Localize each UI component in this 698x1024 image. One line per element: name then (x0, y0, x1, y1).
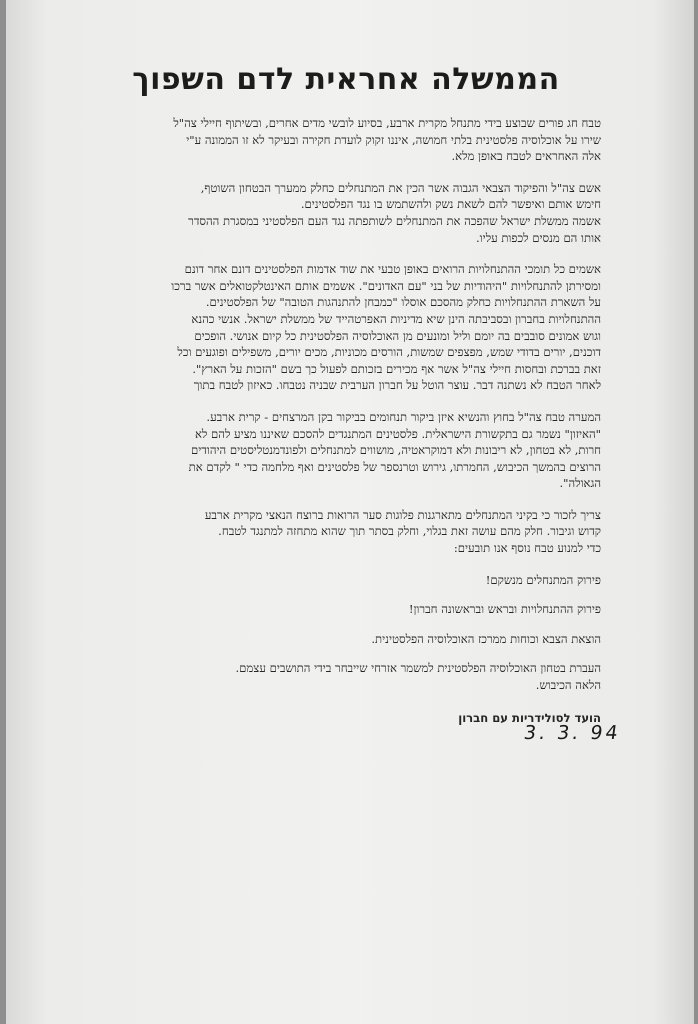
text-line: המערה טבח צה"ל בחוץ והנשיא איזן ביקור תנחומים בביקור בקן המרצחים - קרית ארבע. (206, 409, 601, 424)
demand-disarm-settlers: פירוק המתנחלים מנשקם! (485, 572, 601, 587)
text-line: ומסירתן להתנחלויות "היהודיות של בני "עם האדונים". אשמים אותם האינטלקטואלים אשר ברכו (171, 278, 601, 293)
bleed-through-text (236, 26, 486, 46)
text-line: זאת בברכת ובחסות חיילי צה"ל אשר אף מכירים בזכותם לפעול כך בשם "הזכות על הארץ". (192, 361, 601, 376)
document-body (86, 115, 601, 726)
text-line: חרות, לא בטחון, לא ריבונות ולא דמוקראטיה, מושווים למתנחלים ולפונדמנטליסטים היהודים (191, 443, 601, 458)
text-line: חימש אותם ואיפשר להם לשאת נשק ולהשתמש בו נגד הפלסטינים. (300, 197, 601, 212)
text-line: על השארת ההתנחלויות כחלק מהסכם אוסלו "כמבחן להתנהגות הטובה" של הפלסטינים. (205, 295, 601, 310)
demand-dismantle-settlements: פירוק ההתנחלויות ובראש ובראשונה חברון! (408, 602, 601, 617)
text-line: אשמים כל תומכי ההתנחלויות הרואים באופן טבעי את שוד אדמות הפלסטינים דונם אחר דונם (184, 262, 601, 277)
text-line: דוכנים, יורים בדודי שמש, מפצפים שמשות, הורסים מכוניות, מכים יורים, משפילים ופוגעים וכל (177, 345, 601, 360)
demand-remove-army: הוצאת הצבא וכוחות ממרכז האוכלוסיה הפלסטינית. (371, 631, 601, 646)
text-line: טבח חג פורים שבוצע בידי מתנחל מקרית ארבע, בסיוע לובשי מדים אחרים, ובשיתוף חיילי צה"ל (173, 116, 601, 130)
text-line: אשמה ממשלת ישראל שהפכה את המתנחלים לשותפתה נגד העם הפלסטיני במסגרת ההסדר (188, 213, 601, 228)
text-line: "האיזון" נשמר גם בתקשורת הישראלית. פלסטינים המתנגדים להסכם שאיננו מציע להם לא (194, 426, 601, 441)
signature: הועד לסולידריות עם חברון (458, 710, 601, 725)
document-title: הממשלה אחראית לדם השפוך (132, 62, 560, 97)
paragraph-5 (86, 507, 601, 557)
paragraph-2 (86, 180, 601, 246)
paragraph-4 (86, 409, 601, 492)
text-line: שירו על אוכלוסיה פלסטינית בלתי חמושה, איננו זקוק לועדת חקירה ובעיקר לא זו הממונה ע"י (186, 132, 601, 147)
text-line: קדוש וגיבור. חלק מהם עושה זאת בגלוי, וחלק בסתר תוך שהוא מתחזה למתנגד לטבח. (218, 524, 601, 539)
text-line: וגוש אמונים סובבים בה יומם וליל ומונעים מן האוכלוסיה הפלסטינית כל קיום אנושי. הופכים (194, 328, 601, 343)
paragraph-1 (86, 115, 601, 165)
text-line: אלה האחראים לטבח באופן מלא. (451, 149, 601, 164)
text-line: הרוצים בהמשך הכיבוש, החמרתו, גירוש וטרנספר של פלסטינים ואף מלחמה כדי " לקדם את (188, 459, 601, 474)
text-line: לאחר הטבח לא נשתנה דבר. עוצר הוטל על חברון הערבית שבניה נטבחו. כאיזון לטבח בתוך (193, 378, 601, 393)
text-line: הגאולה". (559, 476, 601, 491)
text-line: אשם צה"ל והפיקוד הצבאי הגבוה אשר הכין את המתנחלים כחלק ממערך הבטחון השוטף, (200, 180, 601, 195)
text-line: אותו הם מנסים לכפות עליו. (476, 230, 601, 245)
demand-civil-guard: העברת בטחון האוכלוסיה הפלסטינית למשמר אזרחי שייבחר בידי התושבים עצמם. הלאה הכיבוש. (235, 661, 601, 693)
text-line: צריך לזכור כי בקיני המתנחלים מתארגנות פלוגות סער הרואות ברוצח הנאצי מקרית ארבע (204, 507, 601, 522)
text-line: ההתנחלויות בחברון ובסביבתה הינן שיא מדיניות האפרטהייד של ממשלת ישראל. אנשי כהנא (191, 311, 601, 326)
paragraph-3 (86, 261, 601, 394)
document-page (6, 0, 694, 1024)
text-line: כדי למנוע טבח נוסף אנו תובעים: (453, 541, 601, 556)
handwritten-date: 3. 3. 94 (522, 722, 623, 744)
